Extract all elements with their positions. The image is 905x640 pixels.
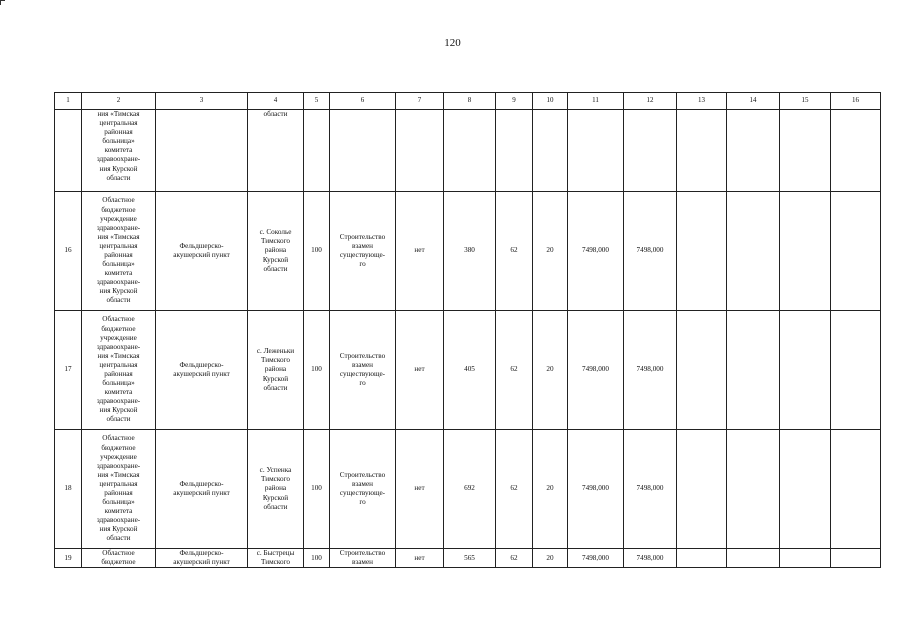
value-cell: 405	[444, 311, 496, 430]
value-cell: 692	[444, 430, 496, 549]
location-cell: с. Успенка Тимского района Курской области	[248, 430, 304, 549]
org-cell: Областное бюджетное учреждение здравоохране- ния «Тимская центральная районная больница» комитета здравоохране- ния Курской области	[82, 311, 156, 430]
value-cell: 100	[304, 192, 330, 311]
location-cell: с. Леженьки Тимского района Курской области	[248, 311, 304, 430]
value-cell: 62	[496, 192, 533, 311]
table-row-continuation	[55, 110, 881, 192]
value-cell: 7498,000	[568, 549, 624, 568]
row-number: 18	[55, 430, 82, 549]
org-cell: Областное бюджетное учреждение здравоохране- ния «Тимская центральная районная больница» комитета здравоохране- ния Курской области	[82, 192, 156, 311]
value-cell: 62	[496, 430, 533, 549]
header-cell: 9	[496, 93, 533, 110]
value-cell: 62	[496, 311, 533, 430]
table-row	[55, 192, 881, 311]
value-cell: 20	[533, 549, 568, 568]
header-cell: 11	[568, 93, 624, 110]
org-cell: ния «Тимская центральная районная больница» комитета здравоохране- ния Курской области	[82, 110, 156, 192]
value-cell: 7498,000	[624, 192, 677, 311]
value-cell: 62	[496, 549, 533, 568]
row-number: 19	[55, 549, 82, 568]
header-cell: 10	[533, 93, 568, 110]
table-row	[55, 549, 881, 568]
type-cell: Фельдшерско- акушерский пункт	[156, 311, 248, 430]
value-cell: 7498,000	[624, 430, 677, 549]
value-cell: 7498,000	[624, 311, 677, 430]
org-cell: Областное бюджетное	[82, 549, 156, 568]
header-cell: 3	[156, 93, 248, 110]
value-cell: нет	[396, 192, 444, 311]
value-cell: 20	[533, 192, 568, 311]
location-cell: с. Соколье Тимского района Курской области	[248, 192, 304, 311]
work-cell: Строительство взамен существующе- го	[330, 430, 396, 549]
header-cell: 15	[780, 93, 831, 110]
type-cell: Фельдшерско- акушерский пункт	[156, 430, 248, 549]
header-cell: 12	[624, 93, 677, 110]
header-row	[55, 93, 881, 110]
header-cell: 8	[444, 93, 496, 110]
type-cell: Фельдшерско- акушерский пункт	[156, 192, 248, 311]
location-cell: с. Быстрецы Тимского	[248, 549, 304, 568]
value-cell: 7498,000	[568, 311, 624, 430]
value-cell: 20	[533, 311, 568, 430]
value-cell: 7498,000	[624, 549, 677, 568]
value-cell: 380	[444, 192, 496, 311]
page-number: 120	[444, 37, 461, 49]
table-row	[55, 311, 881, 430]
header-cell: 16	[831, 93, 881, 110]
work-cell: Строительство взамен	[330, 549, 396, 568]
work-cell: Строительство взамен существующе- го	[330, 192, 396, 311]
value-cell: нет	[396, 430, 444, 549]
header-cell: 5	[304, 93, 330, 110]
value-cell: 100	[304, 549, 330, 568]
table-row	[55, 430, 881, 549]
value-cell: 7498,000	[568, 192, 624, 311]
value-cell: нет	[396, 311, 444, 430]
value-cell: 20	[533, 430, 568, 549]
header-cell: 6	[330, 93, 396, 110]
value-cell: 565	[444, 549, 496, 568]
row-number: 17	[55, 311, 82, 430]
header-cell: 13	[677, 93, 727, 110]
org-cell: Областное бюджетное учреждение здравоохране- ния «Тимская центральная районная больница» комитета здравоохране- ния Курской области	[82, 430, 156, 549]
data-table	[54, 92, 881, 568]
header-cell: 4	[248, 93, 304, 110]
header-cell: 7	[396, 93, 444, 110]
header-cell: 2	[82, 93, 156, 110]
header-cell: 14	[727, 93, 780, 110]
header-cell: 1	[55, 93, 82, 110]
value-cell: 100	[304, 311, 330, 430]
row-number: 16	[55, 192, 82, 311]
value-cell: 7498,000	[568, 430, 624, 549]
location-cell: области	[248, 110, 304, 192]
work-cell: Строительство взамен существующе- го	[330, 311, 396, 430]
value-cell: нет	[396, 549, 444, 568]
type-cell: Фельдшерско- акушерский пункт	[156, 549, 248, 568]
scan-corner-mark	[0, 0, 5, 5]
value-cell: 100	[304, 430, 330, 549]
